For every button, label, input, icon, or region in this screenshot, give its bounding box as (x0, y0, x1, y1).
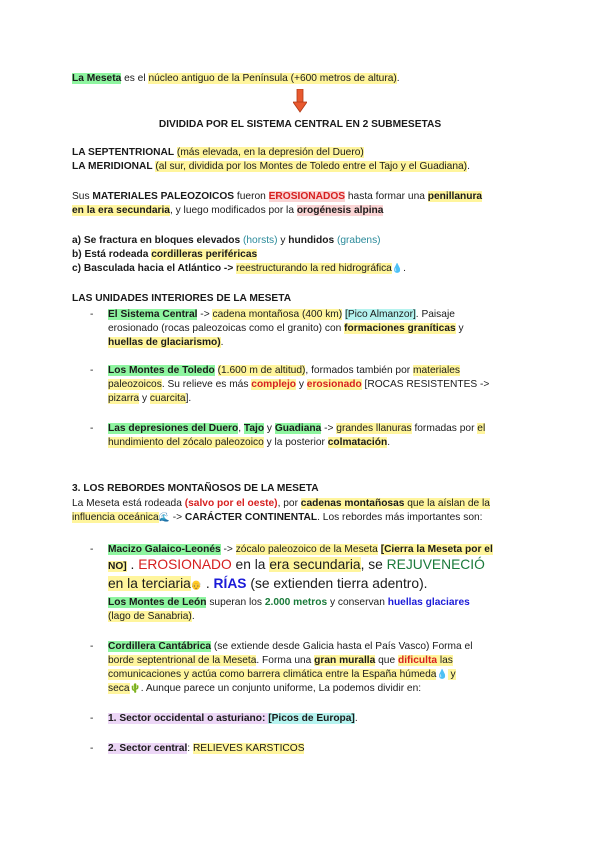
materiales-line-2 (72, 204, 383, 217)
mg2-dot: . (126, 557, 139, 572)
mg2-era: era secundaria (269, 557, 361, 572)
dp-comma: , (238, 423, 244, 434)
mat-text-c: fueron (234, 191, 269, 202)
intro-line (72, 72, 400, 85)
s1-picos: [Picos de Europa] (268, 713, 355, 724)
mg5-lago: (lago de Sanabria) (108, 611, 192, 622)
mg2-rejuvenecio: REJUVENECIÓ (386, 557, 485, 572)
list-c-end: . (403, 263, 406, 274)
dash-bullet: - (90, 641, 94, 652)
cantabrica-line-2 (108, 654, 453, 667)
depresiones-line-1 (108, 422, 485, 435)
dash-bullet: - (90, 365, 94, 376)
dp2-colmatacion: colmatación (327, 437, 388, 448)
sc2-y: y (455, 323, 464, 334)
sc-paisaje: . Paisaje (415, 309, 455, 320)
list-c-label: c) Basculada hacia el Atlántico -> (72, 263, 237, 274)
mt-text: , formados también por (305, 365, 413, 376)
cantabrica-line-1 (108, 640, 472, 653)
cantabrica-line-3 (108, 668, 456, 681)
cc2-forma: . Forma una (256, 655, 315, 666)
heading-rebordes: 3. LOS REBORDES MONTAÑOSOS DE LA MESETA (72, 483, 319, 494)
dp-tajo: Tajo (243, 423, 265, 434)
mt3-cuarcita: cuarcita (149, 393, 186, 404)
rebordes-line-2 (72, 511, 482, 524)
cactus-icon: 🌵 (129, 683, 141, 693)
mat-orogenesis: orogénesis alpina (296, 205, 384, 216)
rb2-text: . Los rebordes más importantes son: (317, 512, 483, 523)
cc2-las: las (437, 655, 453, 666)
meridional-line (72, 160, 470, 173)
mt-altitud: (1.600 m de altitud) (217, 365, 306, 376)
s2-label: 2. Sector central (108, 743, 188, 754)
mg-zocalo: zócalo paleozoico de la Meseta (235, 544, 378, 555)
dp-arrow: -> (321, 423, 337, 434)
mt2-paleozoicos: paleozoicos (108, 379, 162, 390)
cc4-text: . Aunque parece un conjunto uniforme, La podemos dividir en: (140, 683, 422, 694)
dash-bullet: - (90, 713, 94, 724)
mt2-y: y (296, 379, 307, 390)
mt2-text: . Su relieve es más (161, 379, 252, 390)
mg5-end: . (191, 611, 195, 622)
list-a-y: y (277, 235, 289, 246)
sc-pico: [Pico Almanzor] (345, 309, 416, 320)
materiales-line-1 (72, 190, 482, 203)
sc2-text: erosionado (rocas paleozoicas como el granito) con (108, 323, 345, 334)
down-arrow-icon (293, 89, 307, 116)
mg-cierra: [Cierra la Meseta por el (380, 544, 493, 555)
sc2-formaciones: formaciones graníticas (344, 323, 456, 334)
dash-bullet: - (90, 423, 94, 434)
mat-erosionados: EROSIONADOS (268, 191, 346, 202)
merid-desc: (al sur, dividida por los Montes de Toledo entre el Tajo y el Guadiana) (155, 161, 468, 172)
cc2-borde: borde septentrional de la Meseta (108, 655, 257, 666)
mt3-pizarra: pizarra (108, 393, 140, 404)
heading-unidades: LAS UNIDADES INTERIORES DE LA MESETA (72, 293, 292, 304)
rb2-continental: CARÁCTER CONTINENTAL (184, 512, 318, 523)
intro-text: es el (121, 73, 149, 84)
mt2-rocas: [ROCAS RESISTENTES -> (361, 379, 490, 390)
cc4-seca: seca (108, 683, 130, 694)
list-b-label: b) Está rodeada (72, 249, 152, 260)
dp2-text: y la posterior (263, 437, 328, 448)
mt-term: Los Montes de Toledo (108, 365, 215, 376)
s1-end: . (354, 713, 358, 724)
mat2-text: , y luego modificados por la (169, 205, 297, 216)
macizo-line-2 (108, 556, 485, 575)
list-a-hundidos: hundidos (288, 235, 335, 246)
dash-bullet: - (90, 309, 94, 320)
dp2-end: . (387, 437, 391, 448)
cc3-text: comunicaciones y actúa como barrera climática entre la España húmeda (108, 669, 437, 680)
macizo-line-4 (108, 596, 470, 609)
wave-icon: 🌊 (158, 512, 170, 522)
intro-highlight: núcleo antiguo de la Península (+600 metros de altura) (148, 73, 397, 84)
dp-formadas: formadas por (411, 423, 478, 434)
mat-text-a: Sus (72, 191, 93, 202)
mat-paleozoicos: MATERIALES PALEOZOICOS (92, 191, 235, 202)
sector-central (108, 742, 304, 755)
heading-submesetas: DIVIDIDA POR EL SISTEMA CENTRAL EN 2 SUBMESETAS (158, 119, 442, 130)
list-a-grabens: (grabens) (336, 235, 381, 246)
sc-cadena: cadena montañosa (400 km) (212, 309, 343, 320)
dp-llanuras: grandes llanuras (336, 423, 412, 434)
s1-label: 1. Sector occidental o asturiano: (108, 713, 269, 724)
dp-guadiana: Guadiana (274, 423, 322, 434)
merid-end: . (467, 161, 470, 172)
mt3-y: y (139, 393, 150, 404)
macizo-line-3 (108, 575, 428, 594)
sc3-end: . (220, 337, 224, 348)
mg-term: Macizo Galaico-Leonés (108, 544, 221, 555)
sc3-huellas: huellas de glaciarismo) (108, 337, 221, 348)
rb2-arrow: -> (169, 512, 185, 523)
rb-aislan: que la aíslan de la (404, 498, 490, 509)
mt2-erosionado: erosionado (306, 379, 362, 390)
intro-term: La Meseta (72, 73, 122, 84)
dp-y: y (264, 423, 275, 434)
mat-text-e: hasta formar una (345, 191, 428, 202)
sept-desc: (más elevada, en la depresión del Duero) (176, 147, 364, 158)
mg4-metros: 2.000 metros (264, 597, 328, 608)
dash-bullet: - (90, 544, 94, 555)
merid-term: LA MERIDIONAL (72, 161, 153, 172)
mg4-huellas: huellas glaciares (387, 597, 470, 608)
mt3-end: ]. (185, 393, 192, 404)
list-c-red: reestructurando la red hidrográfica (236, 263, 392, 274)
mat-era-secundaria: en la era secundaria (72, 205, 170, 216)
mg4-leon: Los Montes de León (108, 597, 207, 608)
mg4-superan: superan los (206, 597, 265, 608)
sector-occidental (108, 712, 358, 725)
dp-el: el (477, 423, 486, 434)
rb-salvo: (salvo por el oeste) (184, 498, 278, 509)
montes-toledo-line-3 (108, 392, 191, 405)
mg3-rias: RÍAS (213, 576, 247, 591)
cc2-que: que (375, 655, 398, 666)
cc-text: (se extiende desde Galicia hasta el País Vasco) Forma el (211, 641, 473, 652)
water-drop-icon: 💧 (436, 669, 448, 679)
sept-term: LA SEPTENTRIONAL (72, 147, 175, 158)
dp-duero: Las depresiones del Duero (108, 423, 239, 434)
rb2-influencia: influencia oceánica (72, 512, 159, 523)
macizo-line-1 (108, 543, 493, 556)
montes-toledo-line-2 (108, 378, 489, 391)
sc-arrow: -> (197, 309, 213, 320)
rb-cadenas: cadenas montañosas (300, 498, 405, 509)
mat-penillanura: penillanura (427, 191, 483, 202)
mg4-conservan: y conservan (327, 597, 388, 608)
cc3-y: y (447, 669, 456, 680)
list-b (72, 248, 257, 261)
mg3-text: (se extienden tierra adentro). (246, 576, 428, 591)
s2-relieves: RELIEVES KARSTICOS (192, 743, 305, 754)
s2-colon: : (187, 743, 193, 754)
list-b-cordilleras: cordilleras periféricas (151, 249, 258, 260)
rebordes-line-1 (72, 497, 490, 510)
sistema-central-line-3 (108, 336, 224, 349)
list-a-horsts: (horsts) (242, 235, 278, 246)
list-c (72, 262, 406, 275)
sistema-central-line-2 (108, 322, 464, 335)
cc2-dificulta: dificulta (397, 655, 438, 666)
mg3-dot: . (202, 576, 214, 591)
cc2-muralla: gran muralla (314, 655, 376, 666)
macizo-line-5 (108, 610, 195, 623)
dash-bullet: - (90, 743, 94, 754)
sistema-central-line-1 (108, 308, 455, 321)
septentrional-line (72, 146, 364, 159)
list-a-label: a) Se fractura en bloques elevados (72, 235, 243, 246)
list-a (72, 234, 381, 247)
mg2-erosionado: EROSIONADO (138, 557, 232, 572)
cantabrica-line-4 (108, 682, 421, 695)
intro-end: . (396, 73, 400, 84)
mg-arrow: -> (220, 544, 236, 555)
mg2-se: , se (360, 557, 387, 572)
dp2-hundimiento: hundimiento del zócalo paleozoico (108, 437, 264, 448)
rb-text: La Meseta está rodeada (72, 498, 185, 509)
rb-por: , por (277, 498, 301, 509)
mg3-terciaria: en la terciaria (108, 576, 191, 591)
mt2-complejo: complejo (251, 379, 297, 390)
mt-materiales: materiales (413, 365, 460, 376)
water-drop-icon: 💧 (391, 263, 404, 273)
montes-toledo-line-1 (108, 364, 460, 377)
mg2-en: en la (231, 557, 270, 572)
cc-term: Cordillera Cantábrica (108, 641, 212, 652)
sc-term: El Sistema Central (108, 309, 198, 320)
mg2-no: NO] (108, 561, 127, 572)
old-man-icon: 👴 (190, 580, 203, 590)
depresiones-line-2 (108, 436, 390, 449)
